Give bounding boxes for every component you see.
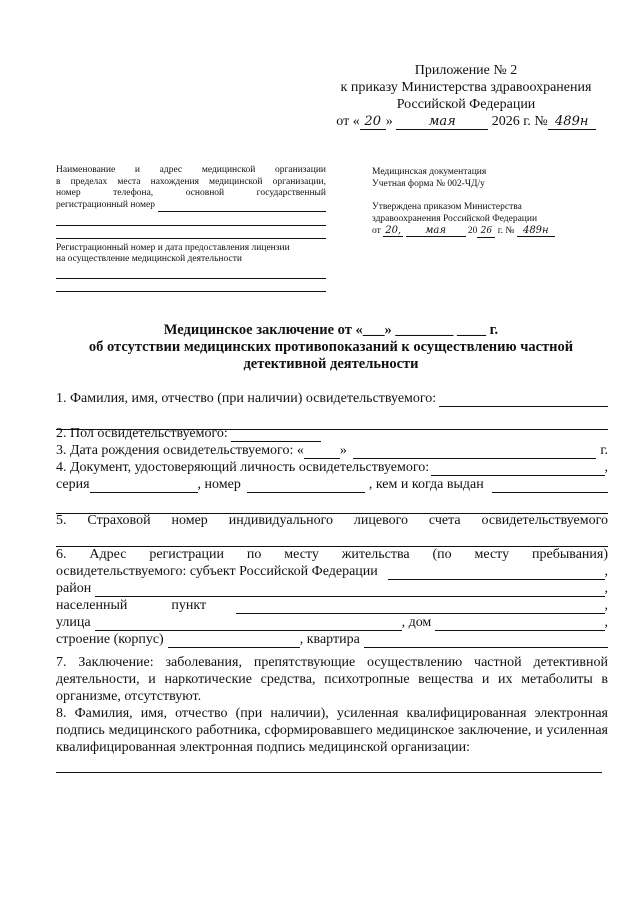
document-title	[56, 322, 606, 373]
form-date-prefix: от	[372, 226, 381, 236]
number-label: , номер	[197, 477, 241, 492]
org-line-3: номер телефона, основной государственный	[56, 188, 326, 198]
item-6	[56, 546, 608, 648]
organization-block	[56, 165, 326, 292]
form-info-block	[372, 167, 592, 238]
appendix-date-line	[318, 113, 614, 130]
appendix-federation: Российской Федерации	[396, 97, 536, 112]
district-label: район	[56, 581, 92, 596]
org-blank-line-2[interactable]	[56, 226, 326, 239]
apartment-label: , квартира	[299, 632, 360, 647]
form-year-text: 20	[467, 226, 478, 236]
title-line-1: Медицинское заключение от «___» ________ ____ г.	[163, 322, 499, 338]
settlement-comma: ,	[604, 598, 608, 613]
title-line-2: об отсутствии медицинских противопоказаний к осуществлению частной	[88, 339, 574, 355]
form-approval-date	[372, 225, 592, 238]
org-reg-number-blank[interactable]	[158, 201, 326, 212]
district-comma: ,	[604, 581, 608, 596]
building-label: строение (корпус)	[56, 632, 164, 647]
sex-field[interactable]	[231, 428, 321, 442]
appendix-number-handwritten: 489н	[548, 115, 596, 130]
form-ministry: здравоохранения Российской Федерации	[372, 213, 538, 224]
item-2-label: 2. Пол освидетельствуемого:	[56, 426, 228, 441]
appendix-day-handwritten: 20	[360, 115, 386, 130]
item-8-text: 8. Фамилия, имя, отчество (при наличии), усиленная квалифицированная электронная подпись медицинского работника, сформировавшего медицинское заключение, и усиленная квалифицированная электронная подпись медицинской организации:	[56, 706, 608, 755]
org-line-4	[56, 200, 326, 212]
settlement-field[interactable]	[236, 600, 604, 614]
license-blank-line-2[interactable]	[56, 279, 326, 292]
item-6-region-label: освидетельствуемого: субъект Российской Федерации	[56, 564, 378, 579]
appendix-title: Приложение № 2	[414, 63, 518, 78]
item-5-label: 5. Страховой номер индивидуального лицевого счета освидетельствуемого	[56, 513, 608, 528]
house-label: , дом	[401, 615, 432, 630]
item-4-comma: ,	[604, 460, 608, 475]
snils-field[interactable]	[56, 529, 608, 547]
house-field[interactable]	[435, 617, 604, 631]
issued-label: , кем и когда выдан	[368, 477, 484, 492]
item-1	[56, 390, 608, 430]
street-field[interactable]	[95, 617, 402, 631]
form-approved-by: Утверждена приказом Министерства	[372, 202, 522, 212]
item-3-close: »	[339, 443, 347, 458]
form-year-handwritten: 26	[477, 226, 495, 238]
appendix-order-ref: к приказу Министерства здравоохранения	[340, 80, 592, 95]
item-5	[56, 512, 608, 547]
item-7: 7. Заключение: заболевания, препятствующие осуществлению частной детективной деятельности, и наркотические средства, психотропные вещества и их метаболиты в организме, отсутствуют.	[56, 655, 608, 704]
street-label: улица	[56, 615, 91, 630]
items-2-4	[56, 425, 608, 514]
item-3-year-suffix: г.	[600, 443, 608, 458]
form-month-handwritten: мая	[406, 225, 466, 237]
license-line-1: Регистрационный номер и дата предоставления лицензии	[56, 242, 290, 253]
id-document-field[interactable]	[431, 462, 604, 476]
district-field[interactable]	[95, 583, 604, 597]
birth-day-field[interactable]	[304, 445, 340, 459]
series-label: серия	[56, 477, 90, 492]
issued-by-field[interactable]	[492, 479, 608, 493]
form-num-text: г. №	[497, 226, 515, 236]
org-line-1: Наименование и адрес медицинской организации	[56, 165, 326, 175]
signature-field[interactable]	[56, 756, 602, 773]
settlement-label-a: населенный	[56, 598, 128, 613]
org-blank-line-1[interactable]	[56, 212, 326, 226]
apartment-field[interactable]	[364, 634, 608, 648]
item-6-line-1: 6. Адрес регистрации по месту жительства (по месту пребывания)	[56, 547, 608, 562]
item-4-label: 4. Документ, удостоверяющий личность освидетельствуемого:	[56, 460, 430, 475]
org-reg-number-label: регистрационный номер	[56, 200, 155, 210]
title-line-3: детективной деятельности	[243, 356, 419, 372]
full-name-field[interactable]	[439, 393, 608, 407]
appendix-block	[318, 62, 614, 130]
settlement-label-b: пункт	[171, 598, 207, 613]
item-1-label: 1. Фамилия, имя, отчество (при наличии) освидетельствуемого:	[56, 391, 437, 406]
item-3-label: 3. Дата рождения освидетельствуемого: «	[56, 443, 304, 458]
appendix-month-handwritten: мая	[396, 115, 488, 130]
license-blank-line-1[interactable]	[56, 266, 326, 279]
house-comma: ,	[604, 615, 608, 630]
form-doc-type: Медицинская документация	[372, 167, 487, 177]
region-field[interactable]	[388, 566, 605, 580]
item-8	[56, 705, 608, 773]
building-field[interactable]	[168, 634, 300, 648]
appendix-year-text: 2026 г. №	[491, 114, 548, 129]
appendix-date-mid: »	[385, 114, 393, 129]
license-line-2: на осуществление медицинской деятельности	[56, 254, 242, 264]
org-line-2: в пределах места нахождения медицинской организации,	[56, 176, 326, 187]
doc-number-field[interactable]	[247, 479, 365, 493]
form-day-handwritten: 20,	[383, 225, 403, 237]
region-comma: ,	[604, 564, 608, 579]
series-field[interactable]	[90, 479, 198, 493]
issued-by-field-line-2[interactable]	[56, 493, 608, 514]
form-number: Учетная форма № 002-ЧД/у	[372, 178, 485, 189]
birth-month-year-field[interactable]	[353, 445, 596, 459]
form-number-handwritten: 489н	[517, 225, 555, 237]
appendix-date-prefix: от «	[336, 114, 360, 129]
